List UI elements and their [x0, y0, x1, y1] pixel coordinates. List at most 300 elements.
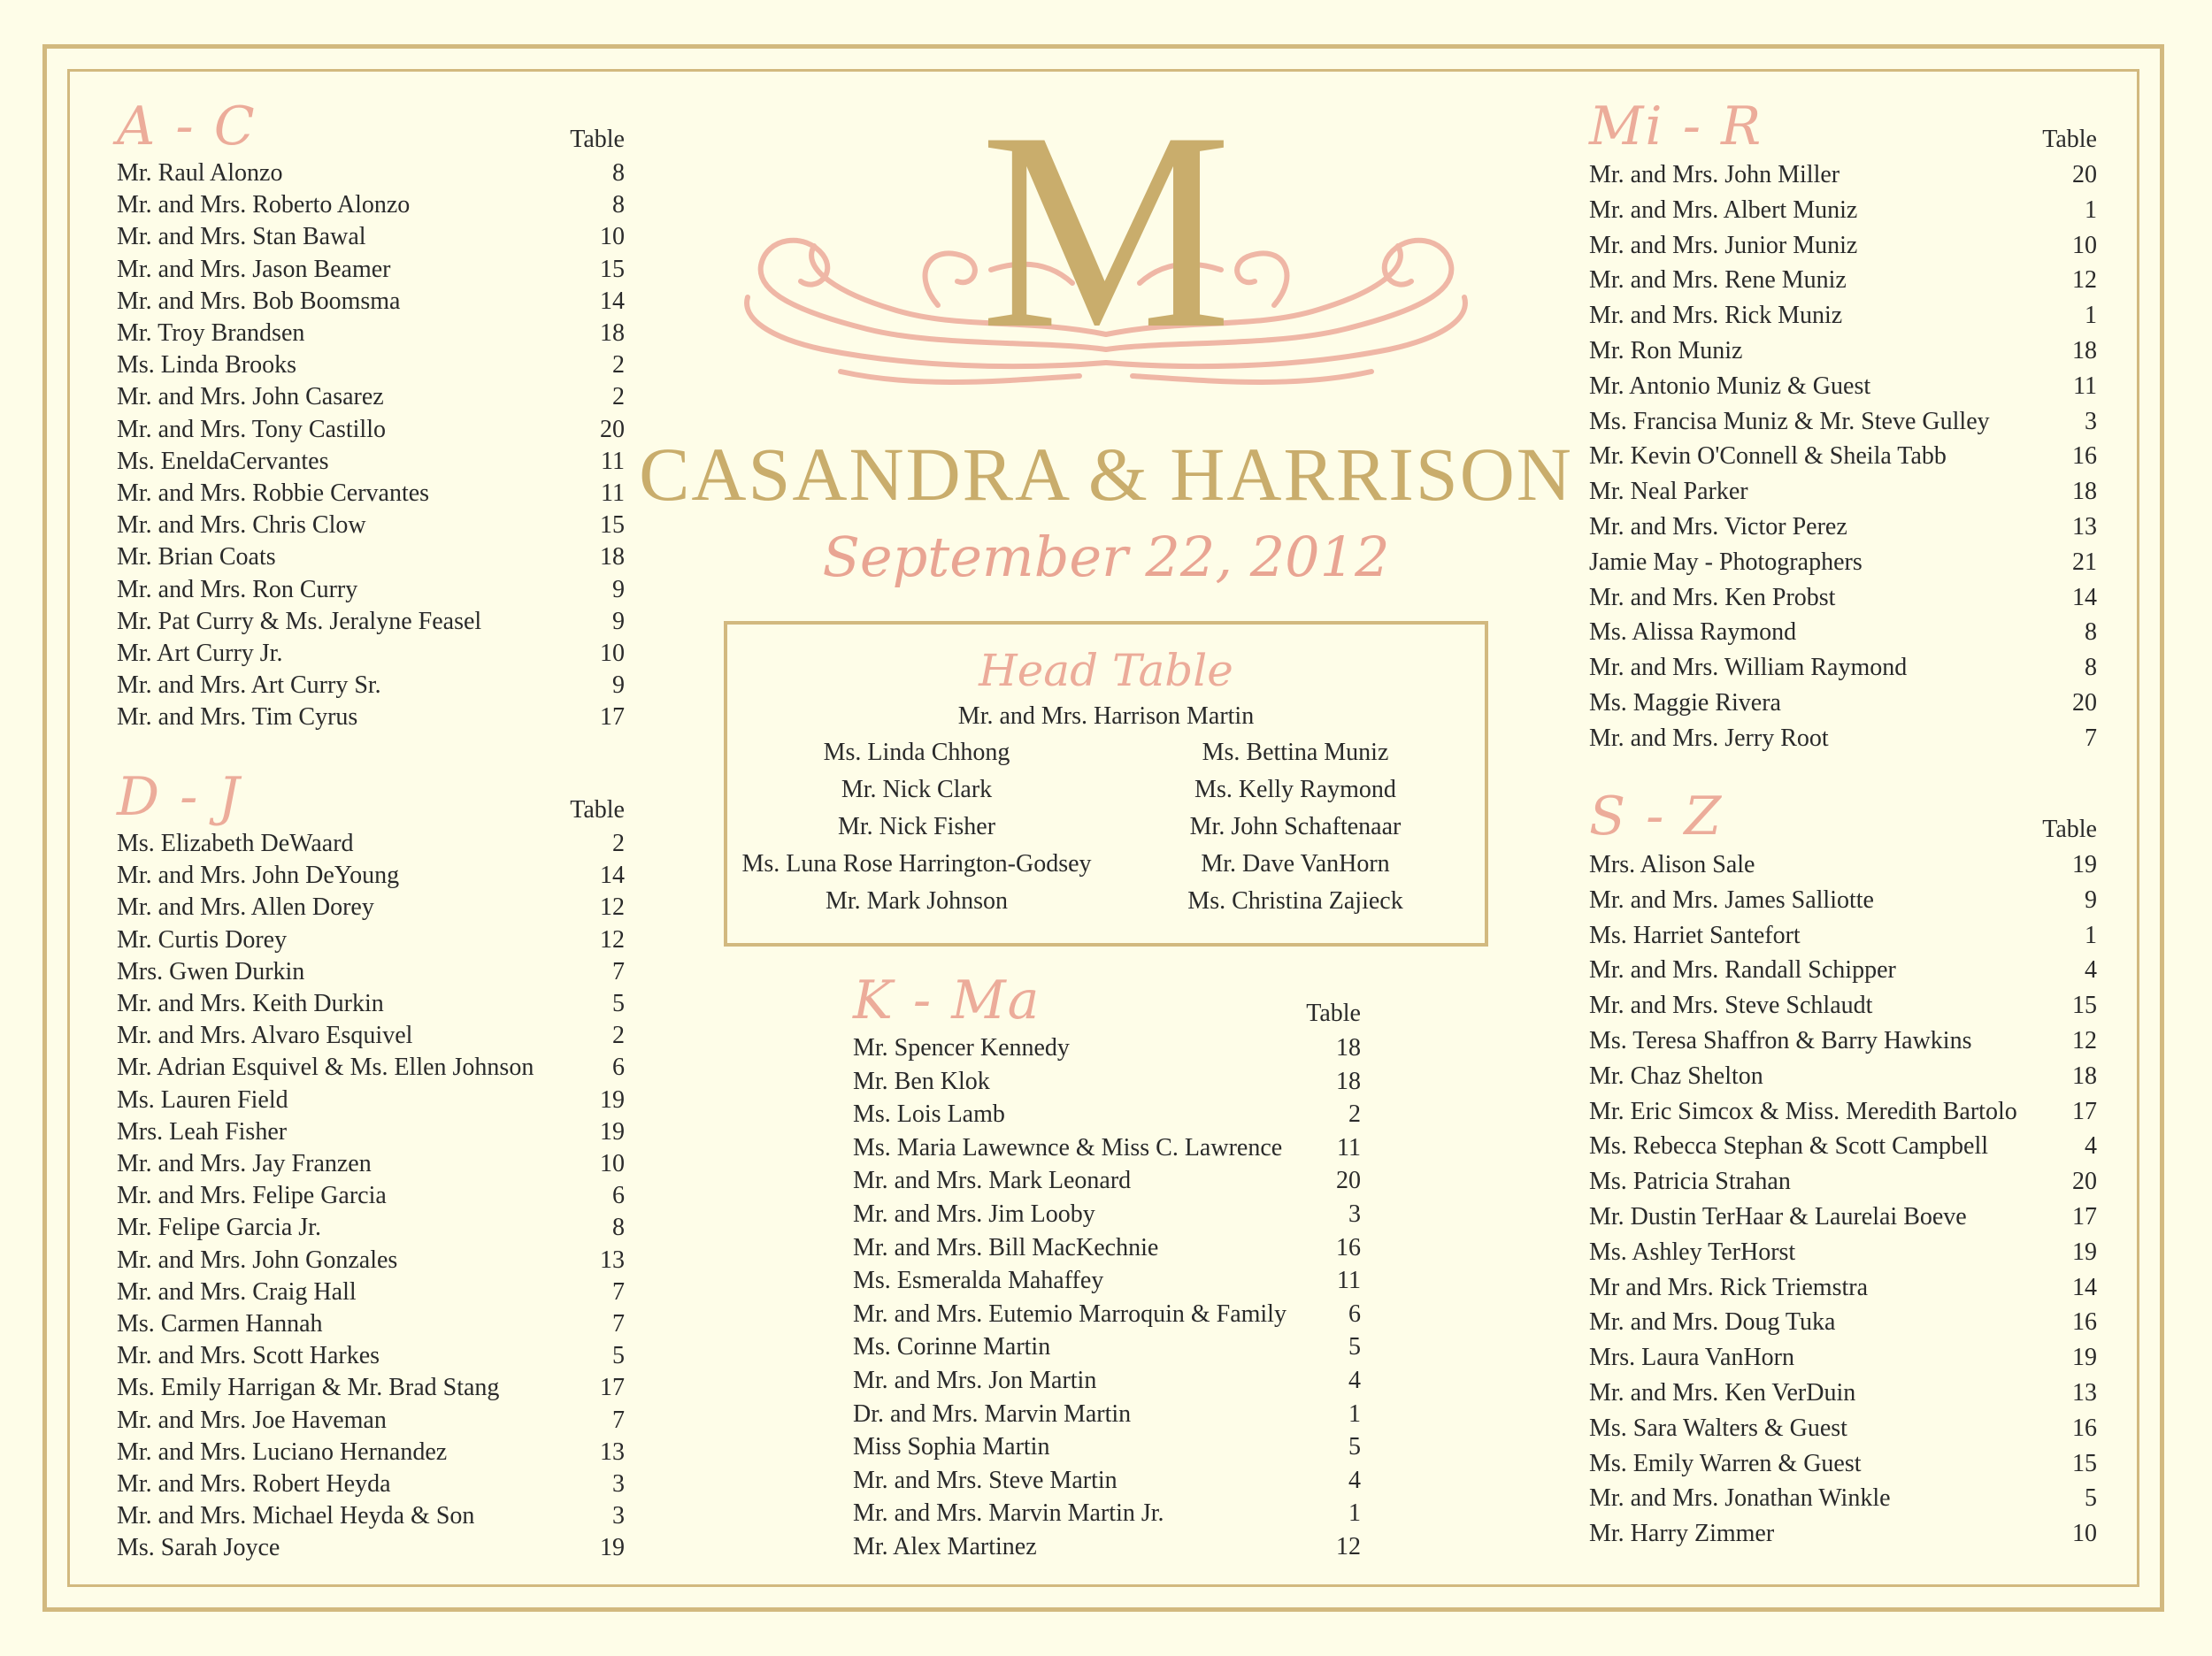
guest-row: [1589, 1129, 2097, 1164]
head-guest: Mr. Nick Fisher: [837, 813, 996, 840]
guest-name: Mr. and Mrs. Jon Martin: [853, 1366, 1097, 1394]
guest-row: [853, 1464, 1361, 1498]
guest-name: Mr. and Mrs. Ken Probst: [1589, 583, 1836, 611]
table-number: 3: [1348, 1200, 1361, 1228]
guest-name: Mr. Eric Simcox & Miss. Meredith Bartolo: [1589, 1097, 2017, 1125]
table-number: 12: [600, 925, 625, 954]
guest-row: [1589, 580, 2097, 616]
section-mi-r: [1589, 96, 2097, 756]
table-number: 5: [2085, 1484, 2097, 1513]
guest-row: [117, 1405, 625, 1437]
table-number: 14: [600, 862, 625, 890]
guest-name: Ms. Patricia Strahan: [1589, 1168, 1791, 1196]
guest-row: [1589, 404, 2097, 440]
guest-name: Mr. and Mrs. Allen Dorey: [117, 893, 374, 922]
guest-name: Mr. and Mrs. Keith Durkin: [117, 990, 384, 1018]
guest-name: Ms. Ashley TerHorst: [1589, 1238, 1796, 1266]
head-guest: Ms. Christina Zajieck: [1187, 887, 1403, 915]
guest-name: Mr. and Mrs. Tim Cyrus: [117, 703, 358, 732]
table-number: 17: [600, 703, 625, 732]
guest-row: [117, 221, 625, 253]
table-number: 9: [612, 575, 625, 603]
guest-row: [1589, 228, 2097, 264]
guest-row: [117, 860, 625, 892]
table-column-header: Table: [570, 796, 625, 824]
guest-name: Mr. and Mrs. Roberto Alonzo: [117, 191, 411, 219]
guest-row: [117, 1085, 625, 1116]
table-number: 2: [612, 351, 625, 380]
guest-row: [1589, 545, 2097, 580]
section-a-c: [117, 96, 625, 734]
guest-row: [117, 924, 625, 956]
wedding-date: September 22, 2012: [822, 525, 1390, 589]
guest-name: Ms. Francisa Muniz & Mr. Steve Gulley: [1589, 407, 1990, 435]
table-number: 17: [600, 1374, 625, 1402]
guest-name: Mr. Felipe Garcia Jr.: [117, 1214, 321, 1242]
head-guest: Mr. Mark Johnson: [825, 887, 1009, 915]
guest-row: [117, 1276, 625, 1308]
table-number: 8: [612, 1214, 625, 1242]
table-number: 11: [601, 479, 625, 508]
guest-row: [117, 1148, 625, 1180]
table-number: 7: [612, 957, 625, 985]
guest-row: [117, 1180, 625, 1212]
table-number: 1: [1348, 1399, 1361, 1428]
table-number: 16: [2072, 442, 2097, 471]
table-number: 20: [2072, 688, 2097, 717]
table-number: 16: [1336, 1233, 1361, 1261]
table-number: 19: [2072, 1344, 2097, 1372]
table-number: 18: [2072, 1062, 2097, 1090]
guest-name: Mrs. Leah Fisher: [117, 1117, 288, 1146]
table-number: 19: [600, 1117, 625, 1146]
guest-name: Ms. Carmen Hannah: [117, 1310, 323, 1338]
guest-row: [1589, 1516, 2097, 1552]
guest-name: Ms. Alissa Raymond: [1589, 618, 1797, 647]
guest-name: Ms. Maggie Rivera: [1589, 688, 1781, 717]
guest-name: Mr. Art Curry Jr.: [117, 640, 283, 668]
guest-row: [1589, 1305, 2097, 1340]
guest-row: [1589, 988, 2097, 1024]
guest-name: Mr. and Mrs. John Miller: [1589, 161, 1840, 188]
table-number: 5: [1348, 1333, 1361, 1361]
table-number: 18: [2072, 478, 2097, 506]
guest-name: Mr. and Mrs. Michael Heyda & Son: [117, 1502, 475, 1530]
guest-row: [117, 349, 625, 381]
head-table-box: [724, 621, 1488, 947]
guest-name: Mr. and Mrs. William Raymond: [1589, 654, 1908, 682]
guest-name: Mr. and Mrs. Jerry Root: [1589, 724, 1829, 752]
section-s-z: [1589, 786, 2097, 1552]
guest-name: Mr. and Mrs. Randall Schipper: [1589, 956, 1896, 985]
guest-name: Mr. and Mrs. Stan Bawal: [117, 223, 366, 251]
table-number: 18: [600, 543, 625, 571]
guest-row: [117, 1340, 625, 1372]
table-number: 7: [612, 1310, 625, 1338]
guest-list: [1589, 157, 2097, 756]
head-guest: Ms. Bettina Muniz: [1202, 739, 1389, 766]
guest-row: [853, 1031, 1361, 1065]
table-number: 18: [2072, 336, 2097, 364]
table-number: 20: [2072, 1168, 2097, 1196]
guest-row: [1589, 847, 2097, 883]
guest-row: [853, 1098, 1361, 1131]
guest-name: Mr. and Mrs. Craig Hall: [117, 1277, 357, 1306]
guest-name: Ms. Corinne Martin: [853, 1333, 1051, 1361]
guest-row: [853, 1398, 1361, 1431]
guest-name: Mr. and Mrs. Robert Heyda: [117, 1470, 391, 1499]
guest-name: Ms. Elizabeth DeWaard: [117, 830, 354, 857]
guest-name: Mr. and Mrs. Ken VerDuin: [1589, 1378, 1856, 1407]
guest-row: [853, 1298, 1361, 1331]
head-guest: Mr. Dave VanHorn: [1201, 850, 1390, 878]
section-d-j: [117, 766, 625, 1565]
guest-name: Ms. Sara Walters & Guest: [1589, 1414, 1847, 1442]
guest-name: Mrs. Alison Sale: [1589, 851, 1755, 878]
guest-name: Mr. and Mrs. Felipe Garcia: [117, 1182, 387, 1210]
guest-name: Mr. Antonio Muniz & Guest: [1589, 372, 1871, 400]
guest-row: [117, 1116, 625, 1148]
guest-name: Mr. and Mrs. John Gonzales: [117, 1246, 398, 1274]
guest-name: Mr. and Mrs. Junior Muniz: [1589, 231, 1858, 259]
guest-name: Mr. and Mrs. Marvin Martin Jr.: [853, 1499, 1164, 1528]
table-column-header: Table: [570, 126, 625, 153]
guest-name: Ms. EneldaCervantes: [117, 447, 329, 475]
table-number: 8: [612, 159, 625, 187]
guest-name: Mr. and Mrs. Jay Franzen: [117, 1150, 372, 1178]
guest-name: Mr. and Mrs. Jonathan Winkle: [1589, 1484, 1891, 1513]
guest-row: [117, 638, 625, 670]
table-number: 9: [612, 607, 625, 635]
guest-name: Mr. Raul Alonzo: [117, 159, 283, 187]
guest-name: Mr. and Mrs. Rick Muniz: [1589, 302, 1843, 330]
table-number: 4: [2085, 1132, 2097, 1161]
section-title: S - Z: [1589, 786, 1724, 847]
guest-row: [853, 1530, 1361, 1564]
table-number: 13: [2072, 1378, 2097, 1407]
guest-name: Mr. Curtis Dorey: [117, 925, 288, 954]
guest-name: Ms. Emily Harrigan & Mr. Brad Stang: [117, 1374, 500, 1402]
table-number: 1: [1348, 1499, 1361, 1528]
guest-row: [853, 1430, 1361, 1464]
guest-row: [853, 1364, 1361, 1398]
guest-row: [1589, 474, 2097, 510]
guest-row: [853, 1065, 1361, 1099]
table-number: 7: [2085, 724, 2097, 752]
section-header: [1589, 96, 2097, 157]
guest-name: Mr. Alex Martinez: [853, 1532, 1037, 1560]
table-number: 5: [1348, 1433, 1361, 1461]
guest-name: Mr. Neal Parker: [1589, 478, 1748, 506]
guest-row: [117, 286, 625, 318]
guest-name: Mr. and Mrs. Bill MacKechnie: [853, 1233, 1159, 1261]
guest-name: Mr. and Mrs. Tony Castillo: [117, 415, 386, 443]
table-number: 20: [1336, 1167, 1361, 1195]
table-number: 3: [612, 1470, 625, 1499]
guest-name: Mr. Spencer Kennedy: [853, 1034, 1070, 1062]
table-number: 5: [612, 1342, 625, 1370]
table-number: 10: [2072, 1520, 2097, 1548]
guest-name: Mr. and Mrs. Rene Muniz: [1589, 266, 1847, 295]
table-number: 11: [1337, 1133, 1361, 1162]
guest-row: [1589, 615, 2097, 650]
guest-row: [117, 1500, 625, 1532]
guest-row: [1589, 1094, 2097, 1130]
guest-name: Ms. Lauren Field: [117, 1085, 288, 1114]
table-number: 1: [2085, 302, 2097, 330]
guest-row: [1589, 1200, 2097, 1235]
guest-name: Mr. and Mrs. Scott Harkes: [117, 1342, 380, 1370]
table-number: 19: [2072, 1238, 2097, 1266]
table-column-header: Table: [2042, 816, 2097, 843]
guest-row: [853, 1198, 1361, 1231]
guest-name: Mr. and Mrs. Doug Tuka: [1589, 1308, 1836, 1337]
guest-row: [1589, 650, 2097, 686]
table-number: 19: [2072, 851, 2097, 878]
table-number: 18: [1336, 1067, 1361, 1095]
table-number: 7: [612, 1277, 625, 1306]
guest-name: Dr. and Mrs. Marvin Martin: [853, 1399, 1132, 1428]
guest-row: [117, 828, 625, 860]
guest-name: Mr. and Mrs. Alvaro Esquivel: [117, 1022, 413, 1050]
guest-row: [1589, 510, 2097, 545]
guest-row: [117, 1245, 625, 1276]
guest-name: Mr. and Mrs. Albert Muniz: [1589, 196, 1858, 224]
guest-row: [1589, 953, 2097, 988]
guest-row: [117, 189, 625, 221]
head-table-couple: Mr. and Mrs. Harrison Martin: [957, 702, 1255, 730]
guest-name: Jamie May - Photographers: [1589, 548, 1863, 576]
guest-row: [117, 892, 625, 924]
guest-name: Mr. and Mrs. Bob Boomsma: [117, 287, 401, 315]
guest-name: Mr. and Mrs. James Salliotte: [1589, 886, 1874, 914]
table-number: 4: [1348, 1466, 1361, 1494]
table-number: 14: [2072, 583, 2097, 611]
guest-row: [1589, 1376, 2097, 1411]
table-number: 2: [612, 383, 625, 411]
section-k-ma: [853, 970, 1361, 1564]
guest-name: Ms. Lois Lamb: [853, 1100, 1005, 1129]
guest-row: [1589, 1164, 2097, 1200]
guest-row: [1589, 918, 2097, 954]
table-number: 1: [2085, 921, 2097, 949]
guest-name: Mr. and Mrs. John DeYoung: [117, 862, 400, 890]
guest-name: Mrs. Laura VanHorn: [1589, 1344, 1794, 1372]
table-number: 10: [600, 1150, 625, 1178]
guest-row: [117, 606, 625, 638]
guest-row: [1589, 439, 2097, 474]
guest-list: [117, 157, 625, 734]
table-number: 1: [2085, 196, 2097, 224]
table-number: 2: [612, 1022, 625, 1050]
guest-row: [117, 702, 625, 733]
guest-name: Ms. Rebecca Stephan & Scott Campbell: [1589, 1132, 1989, 1161]
table-number: 8: [612, 191, 625, 219]
guest-name: Mr. and Mrs. Ron Curry: [117, 575, 358, 603]
guest-name: Mr. Troy Brandsen: [117, 319, 305, 348]
head-guest: Ms. Luna Rose Harrington-Godsey: [741, 850, 1092, 878]
table-number: 6: [612, 1182, 625, 1210]
guest-name: Mr. and Mrs. Luciano Hernandez: [117, 1438, 448, 1466]
section-title: A - C: [117, 96, 257, 157]
table-number: 14: [600, 287, 625, 315]
section-header: [117, 766, 625, 828]
guest-row: [1589, 193, 2097, 228]
table-number: 12: [1336, 1532, 1361, 1560]
table-column-header: Table: [1306, 1000, 1361, 1027]
guest-row: [1589, 1411, 2097, 1446]
table-number: 2: [612, 830, 625, 857]
table-column-header: Table: [2042, 126, 2097, 153]
guest-row: [1589, 1340, 2097, 1376]
table-number: 15: [2072, 1449, 2097, 1477]
table-number: 19: [600, 1534, 625, 1562]
table-number: 21: [2072, 548, 2097, 576]
guest-name: Mrs. Gwen Durkin: [117, 957, 305, 985]
table-number: 15: [2072, 992, 2097, 1020]
head-table-columns: [727, 734, 1485, 920]
table-number: 12: [2072, 266, 2097, 295]
table-number: 20: [2072, 161, 2097, 188]
guest-name: Mr and Mrs. Rick Triemstra: [1589, 1273, 1868, 1301]
head-table-right: [1106, 734, 1485, 920]
guest-name: Mr. and Mrs. Jason Beamer: [117, 255, 391, 283]
head-guest: Ms. Linda Chhong: [823, 739, 1010, 766]
head-guest: Mr. Nick Clark: [841, 776, 993, 803]
guest-row: [1589, 1481, 2097, 1516]
couple-names: CASANDRA & HARRISON: [639, 432, 1573, 517]
table-number: 16: [2072, 1308, 2097, 1337]
guest-row: [117, 988, 625, 1020]
guest-list: [853, 1031, 1361, 1564]
guest-name: Mr. and Mrs. Mark Leonard: [853, 1167, 1132, 1195]
guest-name: Ms. Sarah Joyce: [117, 1534, 280, 1562]
guest-name: Ms. Linda Brooks: [117, 351, 296, 380]
table-number: 10: [600, 640, 625, 668]
table-number: 16: [2072, 1414, 2097, 1442]
guest-name: Mr. Chaz Shelton: [1589, 1062, 1763, 1090]
table-number: 4: [2085, 956, 2097, 985]
guest-name: Mr. and Mrs. Victor Perez: [1589, 512, 1847, 540]
head-guest: Mr. John Schaftenaar: [1189, 813, 1402, 840]
table-number: 10: [600, 223, 625, 251]
section-header: [853, 970, 1361, 1031]
guest-row: [117, 1020, 625, 1052]
table-number: 3: [612, 1502, 625, 1530]
guest-row: [1589, 263, 2097, 298]
guest-row: [1589, 686, 2097, 721]
section-header: [117, 96, 625, 157]
table-number: 2: [1348, 1100, 1361, 1129]
guest-row: [117, 541, 625, 573]
table-number: 10: [2072, 231, 2097, 259]
guest-row: [1589, 1446, 2097, 1482]
table-number: 6: [612, 1054, 625, 1082]
table-number: 13: [2072, 512, 2097, 540]
guest-name: Mr. and Mrs. Robbie Cervantes: [117, 479, 430, 508]
guest-row: [1589, 298, 2097, 334]
table-number: 6: [1348, 1300, 1361, 1328]
guest-row: [117, 1372, 625, 1404]
guest-row: [853, 1231, 1361, 1265]
table-number: 18: [600, 319, 625, 348]
table-number: 17: [2072, 1097, 2097, 1125]
guest-list: [1589, 847, 2097, 1552]
section-title: Mi - R: [1589, 96, 1763, 157]
table-number: 11: [601, 447, 625, 475]
guest-name: Mr. and Mrs. John Casarez: [117, 383, 384, 411]
section-header: [1589, 786, 2097, 847]
table-number: 3: [2085, 407, 2097, 435]
table-number: 11: [1337, 1267, 1361, 1295]
guest-row: [1589, 334, 2097, 369]
guest-name: Mr. Ron Muniz: [1589, 336, 1743, 364]
table-number: 20: [600, 415, 625, 443]
guest-row: [117, 478, 625, 510]
guest-name: Mr. and Mrs. Chris Clow: [117, 511, 366, 540]
guest-row: [1589, 1235, 2097, 1270]
guest-name: Mr. Kevin O'Connell & Sheila Tabb: [1589, 442, 1947, 471]
head-table-title: Head Table: [979, 645, 1233, 696]
table-number: 13: [600, 1438, 625, 1466]
guest-row: [117, 414, 625, 446]
guest-name: Mr. Ben Klok: [853, 1067, 990, 1095]
table-number: 5: [612, 990, 625, 1018]
guest-row: [117, 446, 625, 478]
table-number: 9: [612, 671, 625, 700]
guest-row: [853, 1330, 1361, 1364]
guest-name: Mr. Harry Zimmer: [1589, 1520, 1775, 1548]
guest-row: [117, 1308, 625, 1340]
section-title: D - J: [117, 766, 242, 828]
guest-row: [1589, 721, 2097, 756]
guest-row: [1589, 1270, 2097, 1306]
guest-row: [117, 381, 625, 413]
guest-row: [853, 1264, 1361, 1298]
guest-row: [1589, 883, 2097, 918]
guest-row: [117, 510, 625, 541]
table-number: 15: [600, 511, 625, 540]
guest-row: [117, 318, 625, 349]
head-table-left: [727, 734, 1106, 920]
guest-row: [853, 1164, 1361, 1198]
guest-row: [117, 1212, 625, 1244]
guest-name: Ms. Emily Warren & Guest: [1589, 1449, 1862, 1477]
guest-name: Mr. Brian Coats: [117, 543, 276, 571]
guest-row: [117, 1052, 625, 1084]
guest-row: [117, 956, 625, 988]
table-number: 17: [2072, 1202, 2097, 1230]
guest-row: [117, 1468, 625, 1500]
guest-list: [117, 828, 625, 1565]
table-number: 14: [2072, 1273, 2097, 1301]
guest-name: Ms. Maria Lawewnce & Miss C. Lawrence: [853, 1133, 1283, 1162]
guest-name: Ms. Esmeralda Mahaffey: [853, 1267, 1104, 1295]
guest-name: Mr. and Mrs. Joe Haveman: [117, 1406, 387, 1434]
guest-name: Mr. and Mrs. Eutemio Marroquin & Family: [853, 1300, 1286, 1328]
guest-name: Mr. and Mrs. Steve Martin: [853, 1466, 1118, 1494]
table-number: 19: [600, 1085, 625, 1114]
guest-name: Ms. Teresa Shaffron & Barry Hawkins: [1589, 1026, 1972, 1054]
guest-row: [1589, 1024, 2097, 1059]
guest-row: [117, 574, 625, 606]
guest-name: Mr. Adrian Esquivel & Ms. Ellen Johnson: [117, 1054, 534, 1082]
guest-row: [117, 1437, 625, 1468]
table-number: 11: [2073, 372, 2097, 400]
monogram-letter: M: [979, 74, 1233, 387]
guest-row: [1589, 157, 2097, 193]
table-number: 18: [1336, 1034, 1361, 1062]
